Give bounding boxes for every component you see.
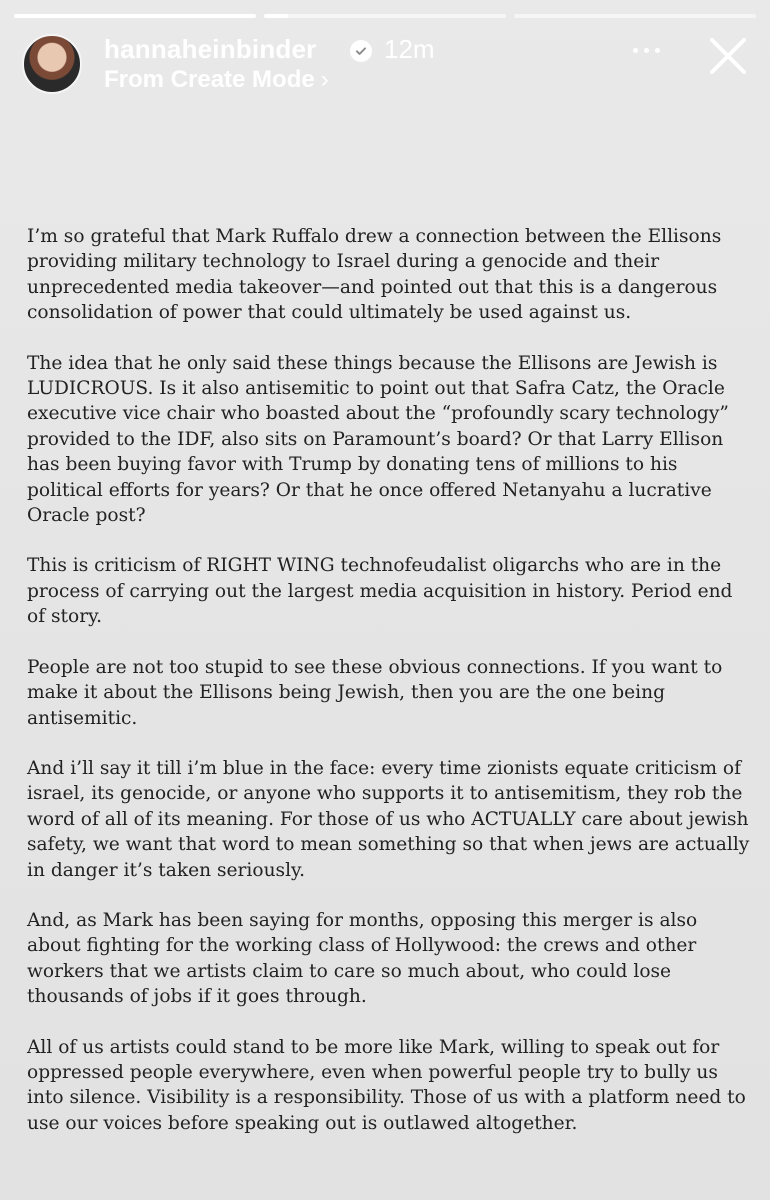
more-dot	[655, 48, 660, 53]
progress-segment	[514, 14, 756, 18]
create-mode-link[interactable]	[104, 66, 329, 94]
paragraph: All of us artists could stand to be more like Mark, willing to speak out for oppressed people everywhere, even when powerful people try to bully us into silence. Visibility is a responsibility. Those of us with a platform need to use our voices before speaking out is outlawed altogether.	[27, 1036, 746, 1134]
paragraph: The idea that he only said these things because the Ellisons are Jewish is LUDICROUS. Is it also antisemitic to point out that Safra Catz, the Oracle executive vice chair who boasted about the “profoundly scary technology” provided to the IDF, also sits on Paramount’s board? Or that Larry Ellison has been buying favor with Trump by donating tens of millions to his political efforts for years? Or that he once offered Netanyahu a lucrative Oracle post?	[27, 352, 729, 527]
more-dot	[644, 48, 649, 53]
post-time: 12m	[384, 34, 435, 64]
verified-badge-icon	[350, 40, 372, 62]
avatar[interactable]	[22, 34, 82, 94]
paragraph: This is criticism of RIGHT WING technofeudalist oligarchs who are in the process of carrying out the largest media acquisition in history. Period end of story.	[27, 555, 733, 628]
progress-segment	[264, 14, 506, 18]
paragraph: People are not too stupid to see these obvious connections. If you want to make it about the Ellisons being Jewish, then you are the one being antisemitic.	[27, 656, 723, 729]
story-progress-bar	[14, 14, 756, 18]
story-text	[27, 224, 753, 1161]
chevron-right-icon: ›	[320, 66, 329, 93]
more-options-icon[interactable]	[633, 48, 660, 53]
paragraph: I’m so grateful that Mark Ruffalo drew a connection between the Ellisons providing military technology to Israel during a genocide and their unprecedented media takeover—and pointed out that this is a dangerous consolidation of power that could ultimately be used against us.	[27, 226, 722, 324]
progress-segment	[14, 14, 256, 18]
username[interactable]: hannaheinbinder	[104, 34, 317, 64]
create-mode-label: From Create Mode	[104, 66, 315, 93]
story-header	[22, 30, 752, 100]
paragraph: And i’ll say it till i’m blue in the face: every time zionists equate criticism of israel, its genocide, or anyone who supports it to antisemitism, they rob the word of all of its meaning. For those of us who ACTUALLY care about jewish safety, we want that word to mean something so that when jews are actually in danger it’s taken seriously.	[27, 757, 750, 881]
more-dot	[633, 48, 638, 53]
progress-segment-fill	[14, 14, 256, 18]
paragraph: And, as Mark has been saying for months, opposing this merger is also about fighting for the working class of Hollywood: the crews and other workers that we artists claim to care so much about, who could lose thousands of jobs if it goes through.	[27, 909, 698, 1008]
progress-segment-fill	[264, 14, 288, 18]
close-icon[interactable]	[704, 32, 752, 80]
